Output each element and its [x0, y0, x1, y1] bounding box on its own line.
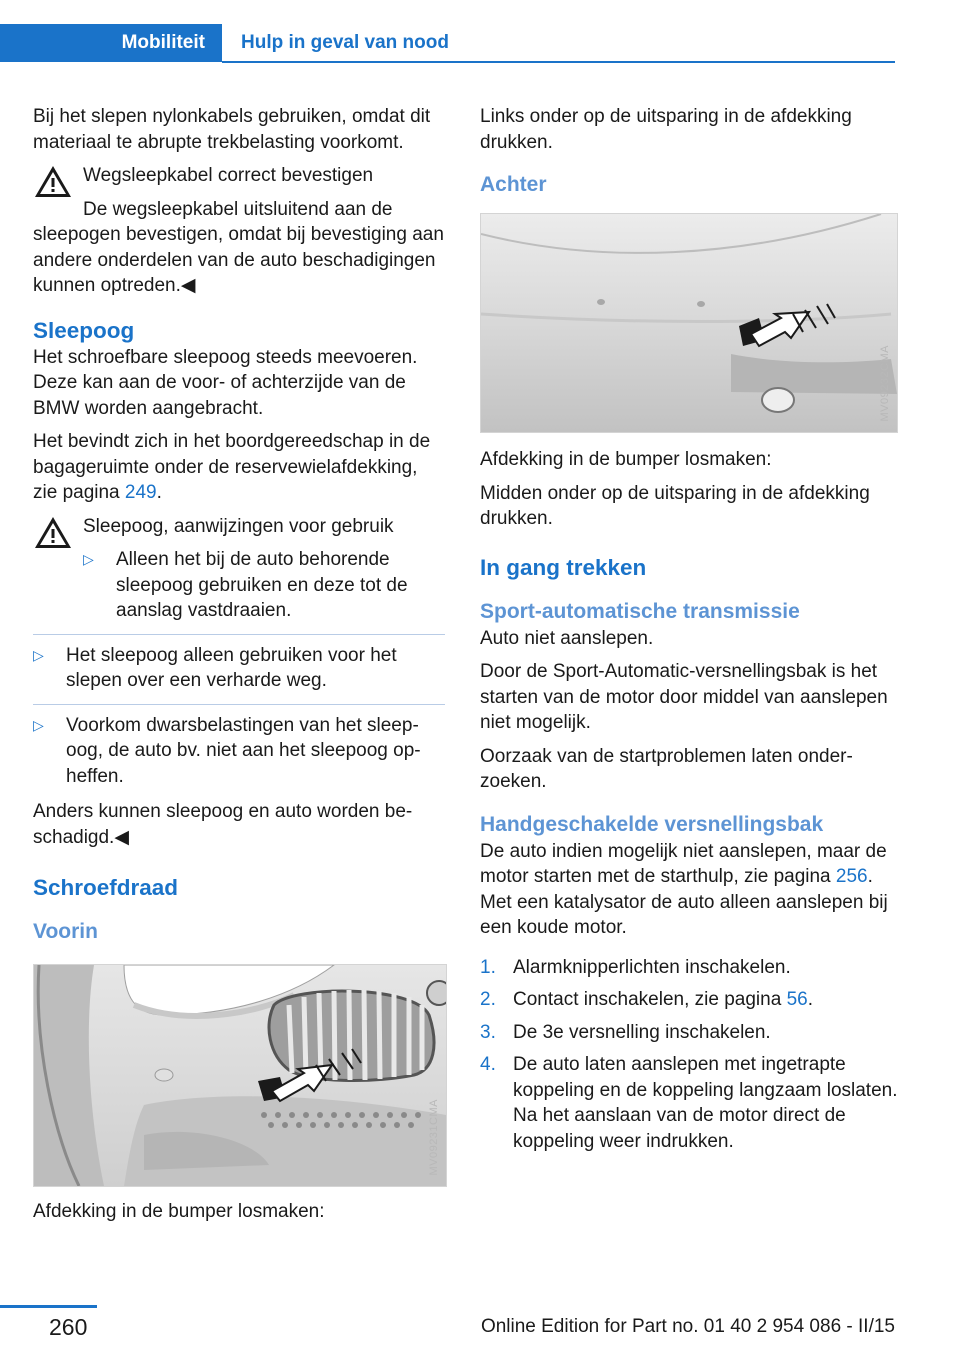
paragraph-afdekking: Afdekking in de bumper losmaken: [480, 449, 772, 470]
left-column [33, 104, 445, 1233]
list-item: 2. Contact inschakelen, zie pagina 56. [480, 989, 813, 1010]
heading-handgeschakeld: Handgeschakelde versnellingsbak [480, 812, 824, 836]
edition-note: Online Edition for Part no. 01 40 2 954 086 - II/15 [480, 1316, 895, 1337]
heading-schroefdraad: Schroefdraad [33, 875, 179, 900]
list-item: 1. Alarmknipperlichten inschakelen. [480, 956, 791, 978]
front-bumper-figure [33, 964, 447, 1187]
paragraph-midden: Midden onder op de uitsparing in de afdekking drukken. [480, 482, 870, 529]
warning-title: Sleepoog, aanwijzingen voor gebruik [83, 515, 394, 537]
paragraph-hand: De auto indien mogelijk niet aanslepen, maar de motor starten met de starthulp, zie pagina 256. Met een katalysator de auto alleen aanslepen bij een koude motor. [480, 840, 888, 938]
divider [33, 704, 445, 705]
right-column [480, 104, 898, 1161]
paragraph-anders: Anders kunnen sleepoog en auto worden beschadigd.◀ [33, 801, 413, 848]
rear-bumper-illustration [481, 214, 897, 432]
paragraph-links: Links onder op de uitsparing in de afdekking drukken. [480, 106, 852, 153]
caption-front: Afdekking in de bumper losmaken: [33, 1201, 325, 1222]
list-item: 4. De auto laten aanslepen met ingetrapte koppeling en de koppeling langzaam loslaten. Na het aanslaan van de motor direct de koppeling weer indrukken. [480, 1054, 898, 1152]
front-bumper-illustration [34, 965, 446, 1186]
warning-text-rest: sleepogen bevestigen, omdat bij bevestiging aan andere onderdelen van de auto beschadigingen kunnen optreden.◀ [33, 224, 444, 296]
page-link-56[interactable]: 56 [786, 989, 808, 1010]
paragraph-sport-3: Oorzaak van de startproblemen laten onderzoeken. [480, 745, 853, 792]
numbered-list [480, 955, 898, 1155]
heading-in-gang-trekken: In gang trekken [480, 554, 647, 580]
triangle-bullet-icon: ▷ [83, 551, 94, 567]
page-link-249[interactable]: 249 [124, 482, 157, 503]
heading-sleepoog: Sleepoog [33, 317, 135, 343]
warning-triangle-icon [33, 163, 73, 199]
divider [33, 634, 445, 635]
list-item: ▷ Alleen het bij de auto behorende sleepoog gebruiken en deze tot de aanslag vastdraaien. [83, 549, 408, 621]
footer-rule [0, 1305, 97, 1308]
list-item: ▷ Voorkom dwarsbelastingen van het sleepoog, de auto bv. niet aan het sleepoog opheffen. [33, 714, 421, 787]
heading-sport-automatic: Sport-automatische transmissie [480, 599, 800, 623]
rear-bumper-figure [480, 213, 898, 433]
list-item: 3. De 3e versnelling inschakelen. [480, 1021, 771, 1043]
section-tab[interactable]: Mobiliteit [0, 24, 222, 62]
triangle-bullet-icon: ▷ [33, 716, 44, 733]
figure-code: MV09231CMA [428, 1099, 440, 1176]
warning-text-first: De wegsleepkabel uitsluitend aan de [83, 198, 393, 220]
warning-block-cable [33, 163, 445, 299]
header-rule [222, 61, 895, 63]
warning-block-usage [33, 514, 445, 624]
page-link-256[interactable]: 256 [835, 866, 868, 887]
heading-voorin: Voorin [33, 920, 98, 943]
warning-triangle-icon [33, 514, 73, 550]
warning-title: Wegsleepkabel correct bevestigen [83, 165, 374, 186]
chapter-tab[interactable]: Hulp in geval van nood [241, 32, 449, 53]
paragraph-sleepoog-2: Het bevindt zich in het boordgereedschap in de bagageruimte onder de reservewielafdekking, zie pagina 249. [33, 431, 431, 503]
paragraph-sport-1: Auto niet aanslepen. [480, 627, 654, 649]
triangle-bullet-icon: ▷ [33, 646, 44, 663]
figure-code: MV09232CMA [879, 345, 891, 422]
list-item: ▷ Het sleepoog alleen gebruiken voor het slepen over een verharde weg. [33, 644, 397, 691]
page-number: 260 [49, 1314, 88, 1340]
running-header [0, 24, 895, 62]
paragraph-nylon: Bij het slepen nylonkabels gebruiken, omdat dit materiaal te abrupte trekbelasting voorkomt. [33, 106, 431, 153]
paragraph-sport-2: Door de Sport-Automatic-versnellingsbak is het starten van de motor door middel van aanslepen niet mogelijk. [480, 661, 888, 733]
heading-achter: Achter [480, 173, 547, 196]
paragraph-sleepoog-1: Het schroefbare sleepoog steeds meevoeren. Deze kan aan de voor- of achterzijde van de BMW worden aangebracht. [33, 346, 418, 419]
